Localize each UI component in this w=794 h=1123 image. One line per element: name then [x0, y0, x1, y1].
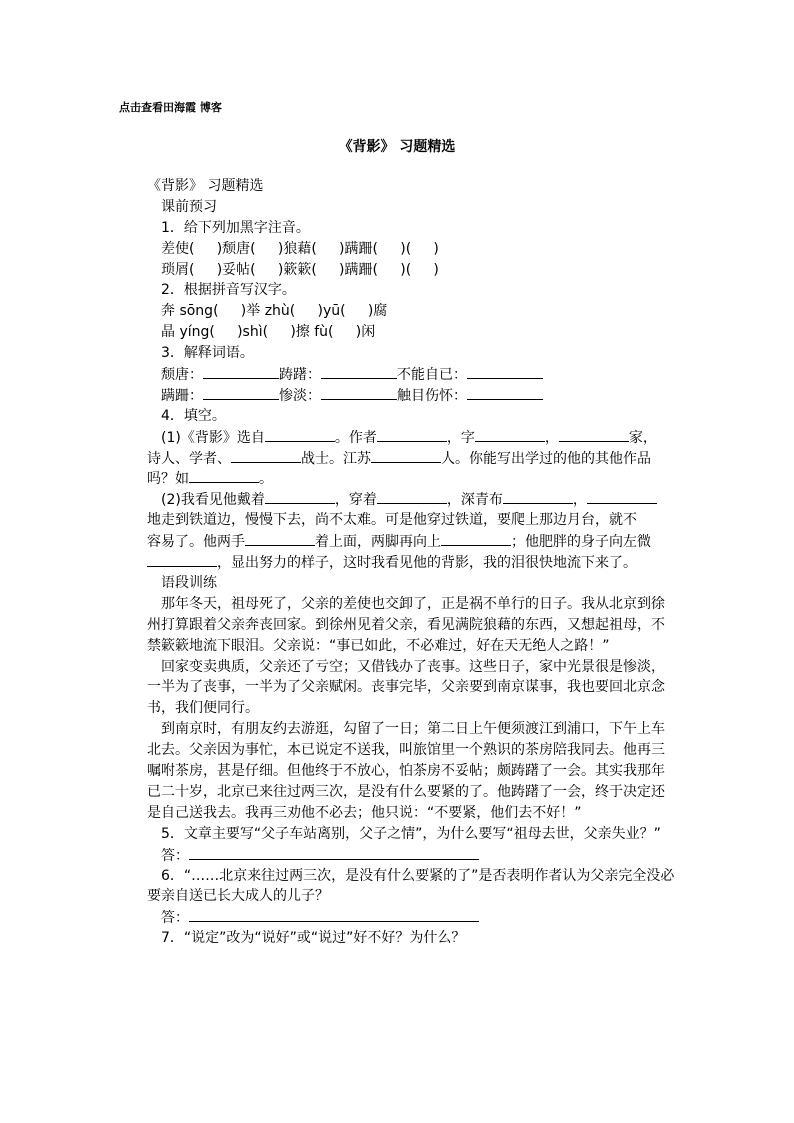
answer-blank[interactable] — [189, 845, 479, 860]
answer-blank[interactable] — [189, 468, 259, 483]
q3-word: 踌躇： — [279, 367, 321, 384]
passage-paragraph-1: 那年冬天，祖母死了，父亲的差使也交卸了，正是祸不单行的日子。我从北京到徐州打算跟着父亲奔丧回家。到徐州见着父亲，看见满院狼藉的东西，又想起祖母，不禁簌簌地流下眼泪。父亲说：“事已如此，不必难过，好在天无绝人之路！” — [147, 595, 665, 654]
q4-text: ；他肥胖的身子向左微 — [511, 534, 651, 551]
answer-blank[interactable] — [441, 531, 511, 546]
answer-blank[interactable] — [245, 531, 315, 546]
answer-label: 答： — [161, 910, 189, 927]
q3-word: 触目伤怀： — [397, 387, 467, 404]
q2-line2: 晶 yíng( )shì( )擦 fù( )闲 — [161, 324, 376, 341]
answer-blank[interactable] — [265, 427, 335, 442]
q4-p1-line1 — [147, 427, 677, 448]
reading-heading: 语段训练 — [161, 574, 217, 591]
q4-text: 着上面，两脚再向上 — [315, 534, 441, 551]
answer-blank[interactable] — [467, 385, 543, 400]
q5-answer — [147, 845, 677, 866]
q4-text: 。 — [259, 471, 273, 488]
q4-text: ，深青布 — [446, 492, 503, 509]
q4-p2-line3 — [147, 531, 677, 552]
q4-text: 战士。江苏 — [301, 450, 371, 467]
q4-text: 吗？如 — [147, 471, 189, 488]
q2-prompt: 2．根据拼音写汉字。 — [161, 282, 296, 299]
q4-p2-line1 — [147, 489, 677, 510]
answer-blank[interactable] — [203, 364, 279, 379]
q4-prompt: 4．填空。 — [161, 407, 226, 424]
answer-blank[interactable] — [321, 364, 397, 379]
q4-p1-line3 — [147, 468, 677, 489]
q3-word: 惨淡： — [279, 387, 321, 404]
q4-text: (1)《背影》选自 — [161, 429, 265, 446]
document-title: 《背影》 习题精选 — [338, 139, 456, 155]
q4-text: ，穿着 — [334, 492, 377, 509]
q1-line1: 差使( )颓唐( )狼藉( )蹒跚( )( ) — [161, 240, 439, 257]
q3-word: 蹒跚： — [161, 387, 203, 404]
q4-text: ，显出努力的样子，这时我看见他的背影，我的泪很快地流下来了。 — [217, 555, 637, 572]
q4-text: 容易了。他两手 — [147, 534, 245, 551]
section-subtitle: 《背影》 习题精选 — [147, 178, 264, 194]
q4-text: 。作者 — [334, 429, 377, 446]
q6-answer — [147, 907, 677, 928]
answer-blank[interactable] — [265, 489, 335, 504]
q3-word: 不能自已： — [397, 367, 467, 384]
q4-text: ， — [572, 492, 587, 509]
q3-prompt: 3．解释词语。 — [161, 345, 254, 362]
answer-blank[interactable] — [321, 385, 397, 400]
answer-blank[interactable] — [377, 489, 447, 504]
answer-blank[interactable] — [587, 489, 657, 504]
q4-text: ，字 — [446, 429, 475, 446]
preview-heading: 课前预习 — [161, 198, 217, 215]
q4-p2-line2: 地走到铁道边，慢慢下去，尚不太难。可是他穿过铁道，要爬上那边月台，就不 — [147, 512, 637, 529]
q4-p2-line4 — [147, 552, 677, 573]
q1-prompt: 1．给下列加黑字注音。 — [161, 219, 310, 236]
q1-line2: 琐屑( )妥帖( )簌簌( )蹒跚( )( ) — [161, 261, 439, 278]
passage-paragraph-3: 到南京时，有朋友约去游逛，勾留了一日；第二日上午便须渡江到浦口，下午上车北去。父亲因为事忙，本已说定不送我，叫旅馆里一个熟识的茶房陪我同去。他再三嘱咐茶房，甚是仔细。但他终于不放心，怕茶房不妥帖；颇踌躇了一会。其实我那年已二十岁，北京已来往过两三次，是没有什么要紧的了。他踌躇了一会，终于决定还是自己送我去。我再三劝他不必去；他只说：“不要紧，他们去不好！” — [147, 721, 665, 821]
answer-blank[interactable] — [475, 427, 545, 442]
q4-text: 家， — [628, 429, 657, 446]
answer-label: 答： — [161, 847, 189, 864]
q4-text: (2)我看见他戴着 — [161, 492, 265, 509]
passage-paragraph-2: 回家变卖典质，父亲还了亏空；又借钱办了丧事。这些日子，家中光景很是惨淡，一半为了丧事，一半为了父亲赋闲。丧事完毕，父亲要到南京谋事，我也要回北京念书，我们便同行。 — [147, 658, 665, 717]
answer-blank[interactable] — [371, 448, 441, 463]
answer-blank[interactable] — [147, 552, 217, 567]
q4-text: ， — [544, 429, 559, 446]
answer-blank[interactable] — [467, 364, 543, 379]
q3-row1 — [147, 364, 677, 385]
q7-prompt: 7．“说定”改为“说好”或“说过”好不好？为什么？ — [161, 930, 466, 947]
q5-prompt: 5．文章主要写“父子车站离别，父子之情”，为什么要写“祖母去世，父亲失业？” — [161, 825, 661, 842]
q4-text: 诗人、学者、 — [147, 450, 231, 467]
answer-blank[interactable] — [189, 907, 479, 922]
answer-blank[interactable] — [203, 385, 279, 400]
answer-blank[interactable] — [503, 489, 573, 504]
q3-word: 颓唐： — [161, 367, 203, 384]
exercise-content — [147, 176, 677, 949]
answer-blank[interactable] — [559, 427, 629, 442]
answer-blank[interactable] — [377, 427, 447, 442]
q2-line1: 奔 sōng( )举 zhù( )yū( )腐 — [161, 303, 388, 320]
q4-text: 人。你能写出学过的他的其他作品 — [441, 450, 651, 467]
q3-row2 — [147, 385, 677, 406]
blog-link[interactable]: 点击查看田海霞 博客 — [119, 101, 222, 114]
answer-blank[interactable] — [231, 448, 301, 463]
q6-prompt: 6．“……北京来往过两三次，是没有什么要紧的了”是否表明作者认为父亲完全没必要亲自送已长大成人的儿子？ — [147, 867, 675, 905]
q4-p1-line2 — [147, 448, 677, 469]
